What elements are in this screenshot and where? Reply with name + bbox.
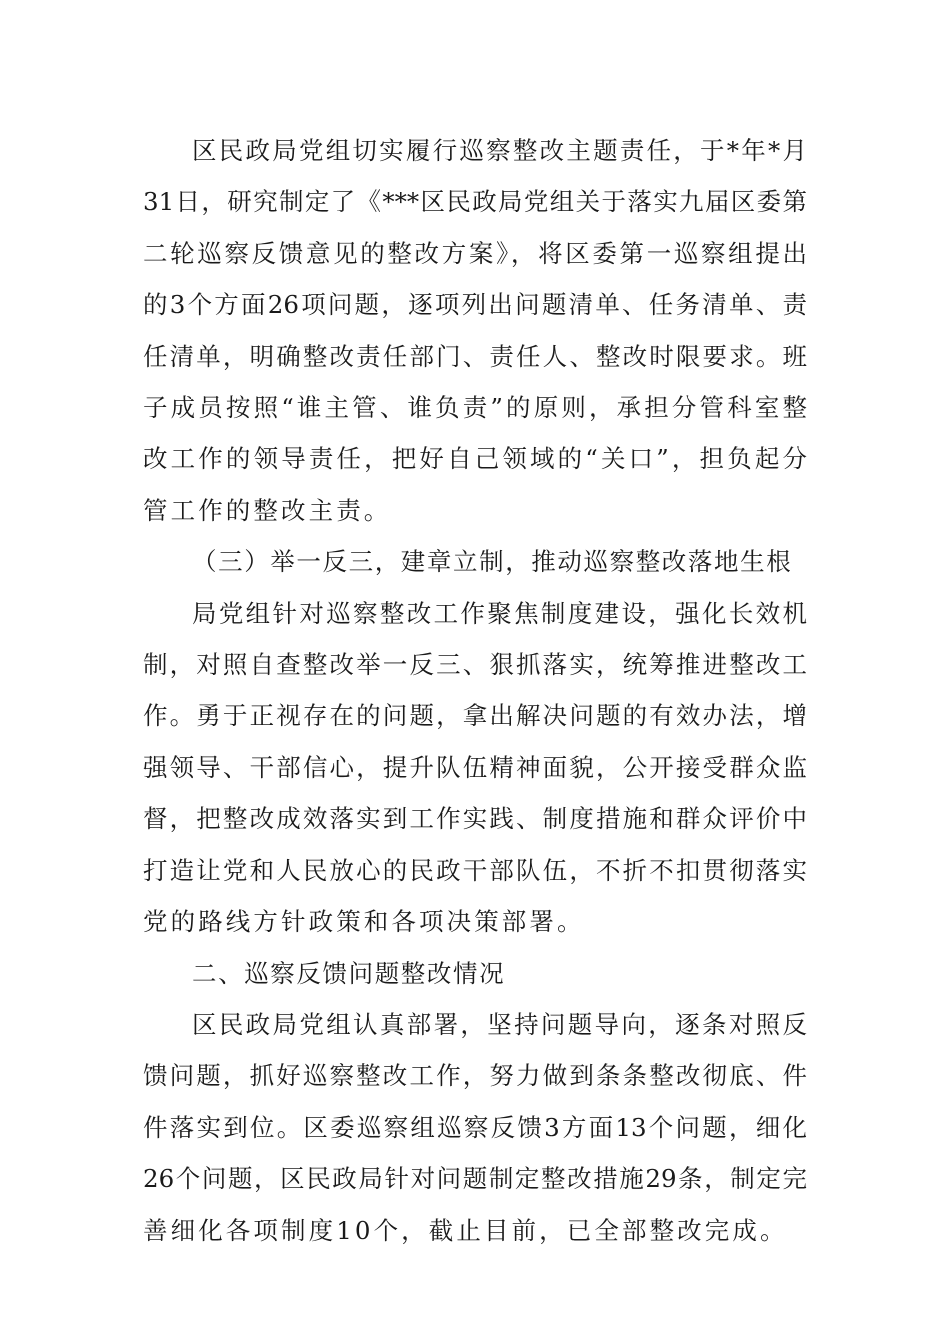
paragraph-line: 区民政局党组认真部署，坚持问题导向，逐条对照反 (192, 1009, 807, 1039)
document-body (143, 125, 807, 1256)
paragraph-line: 管工作的整改主责。 (143, 495, 392, 525)
section-heading-2: 二、巡察反馈问题整改情况 (192, 958, 506, 988)
paragraph-rectification-responsibility (143, 125, 807, 536)
paragraph-line: 改工作的领导责任，把好自己领域的“关口”，担负起分 (143, 444, 807, 474)
paragraph-line: 党的路线方针政策和各项决策部署。 (143, 907, 585, 937)
paragraph-line: 打造让党和人民放心的民政干部队伍，不折不扣贯彻落实 (143, 855, 807, 885)
paragraph-line: 二轮巡察反馈意见的整改方案》，将区委第一巡察组提出 (143, 238, 807, 268)
paragraph-system-building (143, 588, 807, 948)
paragraph-line: 26个问题，区民政局针对问题制定整改措施29条，制定完 (143, 1164, 807, 1194)
paragraph-line: 强领导、干部信心，提升队伍精神面貌，公开接受群众监 (143, 752, 807, 782)
paragraph-line: 31日，研究制定了《***区民政局党组关于落实九届区委第 (143, 187, 807, 217)
subsection-heading-3: （三）举一反三，建章立制，推动巡察整改落地生根 (192, 547, 793, 577)
paragraph-line: 作。勇于正视存在的问题，拿出解决问题的有效办法，增 (143, 701, 807, 731)
paragraph-rectification-status (143, 999, 807, 1256)
paragraph-line: 区民政局党组切实履行巡察整改主题责任，于*年*月 (192, 136, 807, 165)
paragraph-line: 督，把整改成效落实到工作实践、制度措施和群众评价中 (143, 804, 807, 834)
paragraph-line: 的3个方面26项问题，逐项列出问题清单、任务清单、责 (143, 290, 807, 320)
paragraph-line: 子成员按照“谁主管、谁负责”的原则，承担分管科室整 (143, 393, 807, 423)
paragraph-line: 局党组针对巡察整改工作聚焦制度建设，强化长效机 (192, 598, 807, 628)
paragraph-line: 制，对照自查整改举一反三、狠抓落实，统筹推进整改工 (143, 650, 807, 680)
paragraph-line: 任清单，明确整改责任部门、责任人、整改时限要求。班 (143, 341, 807, 371)
paragraph-line: 馈问题，抓好巡察整改工作，努力做到条条整改彻底、件 (143, 1061, 807, 1091)
paragraph-line: 件落实到位。区委巡察组巡察反馈3方面13个问题，细化 (143, 1112, 807, 1142)
paragraph-line: 善细化各项制度10个，截止目前，已全部整改完成。 (143, 1215, 788, 1245)
